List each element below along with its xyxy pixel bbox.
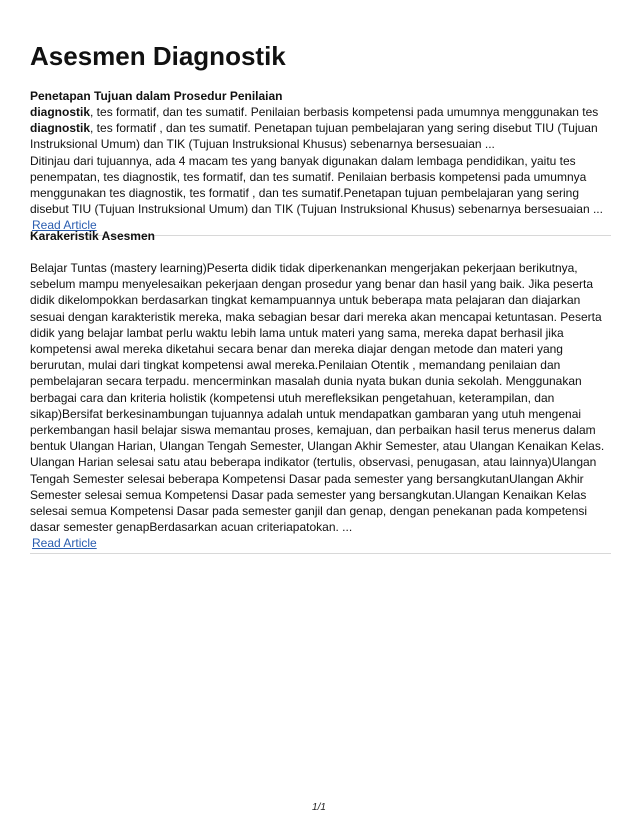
body-text: Ditinjau dari tujuannya, ada 4 macam tes yang banyak digunakan dalam lembaga pendidikan, yaitu tes penempatan, tes diagnostik, tes formatif, dan tes sumatif. Penilaian berbasis kompetensi pada umumnya menggunakan tes diagnostik, tes formatif , dan tes sumatif.Penetapan tujuan pembelajaran yang sering disebut TIU (Tujuan Instruksional Umum) dan TIK (Tujuan Instruksional Khusus) sebenarnya bersesuaian ... <box>30 153 603 217</box>
highlighted-term: diagnostik <box>30 105 91 119</box>
article-body: Belajar Tuntas (mastery learning)Peserta didik tidak diperkenankan mengerjakan pekerjaan berikutnya, sebelum mampu menyelesaikan pekerjaan dengan prosedur yang benar dan hasil yang baik. Jika peserta didik dikelompokkan berdasarkan tingkat kemampuannya untuk beberapa mata pelajaran dan diajarkan sesuai dengan karakteristik mereka, maka sebagian besar dari mereka akan mencapai ketuntasan. Peserta didik yang belajar lambat perlu waktu lebih lama untuk materi yang sama, mereka dapat berhasil jika kompetensi awal mereka diketahui secara benar dan mereka diajar dengan metode dan materi yang berurutan, mulai dari tingkat kompetensi awal mereka.Penilaian Otentik , memandang penilaian dan pembelajaran secara terpadu. mencerminkan masalah dunia nyata bukan dunia sekolah. Menggunakan berbagai cara dan kriteria holistik (kompetensi utuh merefleksikan pengetahuan, keterampilan, dan sikap)Bersifat berkesinambungan tujuannya adalah untuk mendapatkan gambaran yang utuh mengenai perkembangan hasil belajar siswa memantau proses, kemajuan, dan perbaikan hasil terus menerus dalam bentuk Ulangan Harian, Ulangan Tengah Semester, Ulangan Akhir Semester, atau Ulangan Kenaikan Kelas. Ulangan Harian selesai satu atau beberapa indikator (tertulis, observasi, penugasan, atau lainnya)Ulangan Tengah Semester selesai beberapa Kompetensi Dasar pada semester yang bersangkutanUlangan Akhir Semester selesai semua Kompetensi Dasar pada semester yang bersangkutan.Ulangan Kenaikan Kelas selesai semua Kompetensi Dasar pada semester ganjil dan genap, dengan penekanan pada kompetensi dasar semester genapBerdasarkan acuan criteriapatokan. ... <box>30 261 605 535</box>
read-article-link[interactable]: Read Article <box>32 218 97 233</box>
article-penetapan-tujuan <box>30 88 611 236</box>
page-number: 1/1 <box>312 802 326 813</box>
highlighted-term: diagnostik <box>30 121 91 136</box>
body-text: , tes formatif, dan tes sumatif. Penilaian berbasis kompetensi pada umumnya menggunakan tes <box>90 105 599 119</box>
article-heading: Penetapan Tujuan dalam Prosedur Penilaian <box>30 89 283 103</box>
article-karakeristik-asesmen <box>30 228 611 554</box>
page-title: Asesmen Diagnostik <box>30 41 286 71</box>
read-article-link[interactable]: Read Article <box>32 536 97 551</box>
body-text: , tes formatif , dan tes sumatif. Penetapan tujuan pembelajaran yang sering disebut TIU (Tujuan Instruksional Umum) dan TIK (Tujuan Instruksional Khusus) sebenarnya bersesuaian ... <box>30 121 598 152</box>
article-heading: Karakeristik Asesmen <box>30 229 155 243</box>
divider <box>30 553 611 554</box>
article-body <box>30 104 611 217</box>
